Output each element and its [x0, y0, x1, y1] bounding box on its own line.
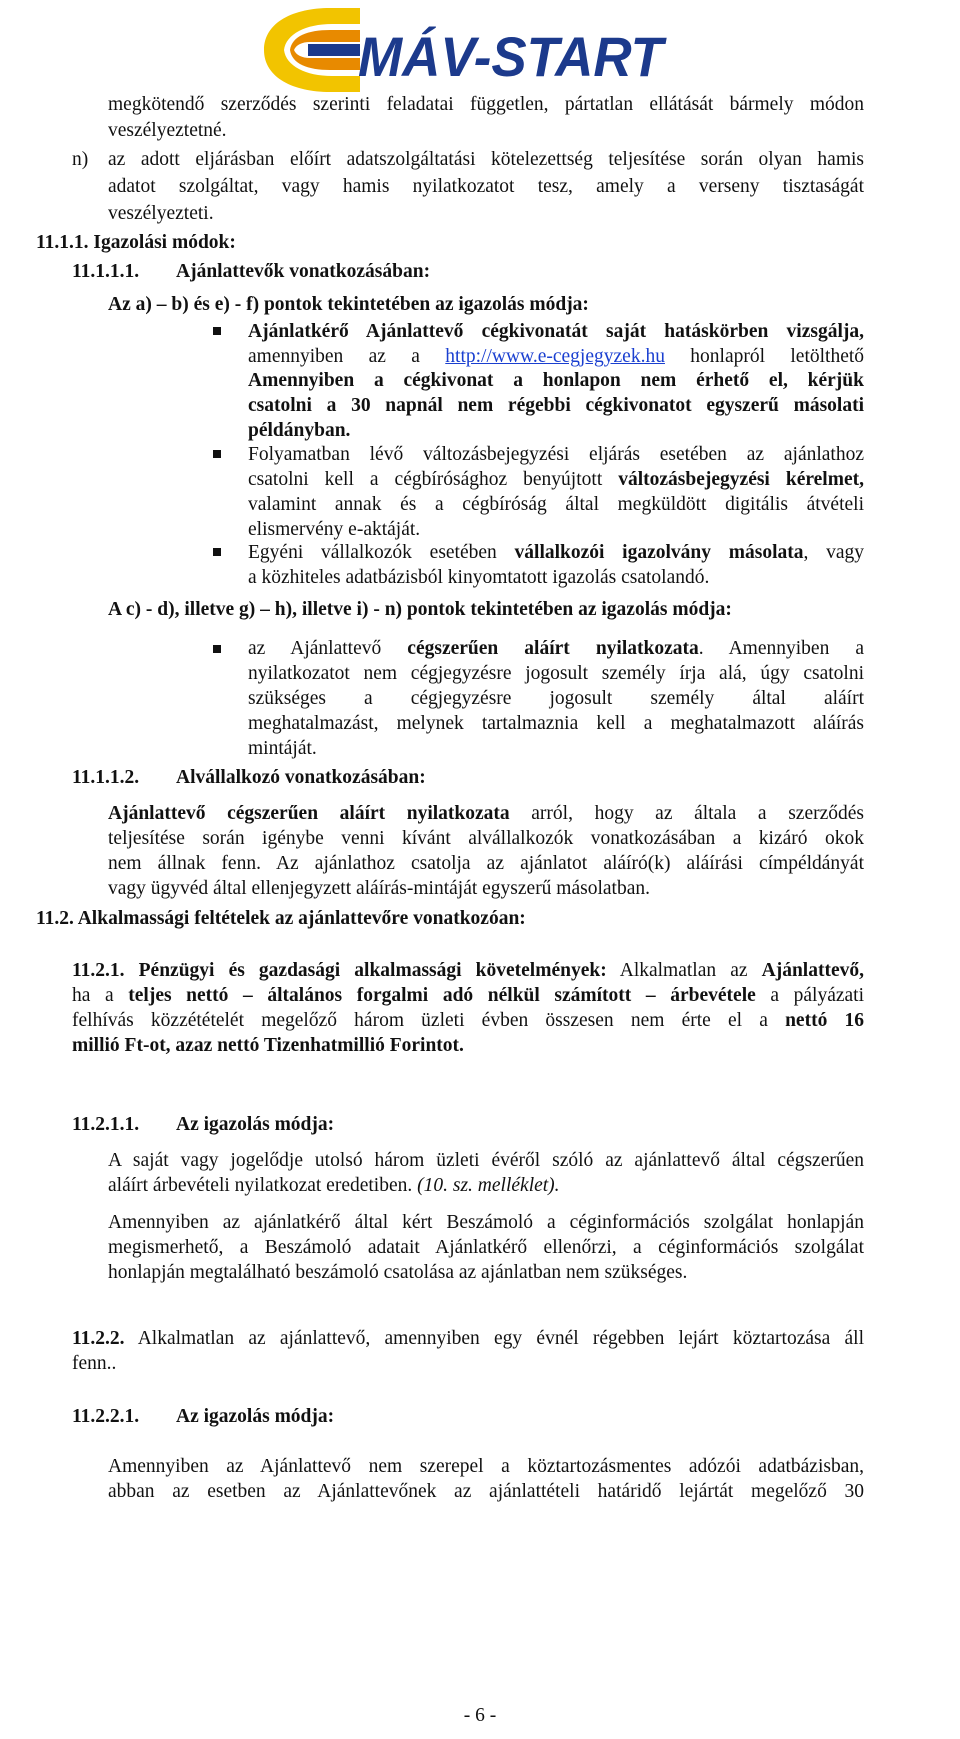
list-label: n): [72, 149, 89, 170]
text-line: honlapján megtalálható beszámoló csatolása az ajánlatban nem szükséges.: [108, 1262, 688, 1283]
page-number: - 6 -: [463, 1705, 497, 1726]
text-line: szükséges a cégjegyzésre jogosult személy által aláírt: [248, 688, 864, 709]
bullet-icon: [213, 327, 221, 335]
paragraph-heading: A c) - d), illetve g) – h), illetve i) - n) pontok tekintetében az igazolás módja:: [108, 599, 732, 620]
text-line: amennyiben az a http://www.e-cegjegyzek.hu honlapról letölthető: [248, 346, 865, 367]
subsection-heading: Az igazolás módja:: [176, 1406, 335, 1427]
text-line: ha a teljes nettó – általános forgalmi adó nélkül számított – árbevétele a pályázati: [72, 985, 865, 1006]
text-line: 11.2.1. Pénzügyi és gazdasági alkalmassági követelmények: Alkalmatlan az Ajánlattevő,: [72, 960, 864, 981]
text-line: mintáját.: [248, 738, 317, 759]
section-heading: 11.2. Alkalmassági feltételek az ajánlattevőre vonatkozóan:: [36, 908, 526, 929]
text-line: teljesítése során igénybe venni kívánt alvállalkozók vonatkozásában a kizáró okok: [108, 828, 864, 849]
text-line: valamint annak és a cégbíróság által megküldött digitális átvételi: [248, 494, 864, 515]
text-line: Amennyiben az ajánlatkérő által kért Beszámoló a céginformációs szolgálat honlapján: [108, 1212, 864, 1233]
text-line: Ajánlattevő cégszerűen aláírt nyilatkozata arról, hogy az általa a szerződés: [108, 803, 864, 824]
text-line: fenn..: [72, 1353, 117, 1374]
subsection-number: 11.2.2.1.: [72, 1406, 140, 1427]
text-line: elismervény e-aktáját.: [248, 519, 421, 540]
text-line: vagy ügyvéd által ellenjegyzett aláírás-mintáját egyszerű másolatban.: [108, 878, 650, 899]
text-line: Egyéni vállalkozók esetében vállalkozói igazolvány másolata, vagy: [248, 542, 865, 563]
bullet-icon: [213, 645, 221, 653]
text-line: Ajánlatkérő Ajánlattevő cégkivonatát saját hatáskörben vizsgálja,: [248, 321, 864, 342]
text-line: az adott eljárásban előírt adatszolgáltatási kötelezettség teljesítése során olyan hamis: [108, 149, 864, 170]
logo-text: MÁV-START: [358, 25, 668, 88]
text-line: aláírt árbevételi nyilatkozat eredetiben. (10. sz. melléklet).: [108, 1175, 560, 1196]
e-cegjegyzek-link[interactable]: http://www.e-cegjegyzek.hu: [445, 346, 665, 367]
text-line: megismerhető, a Beszámoló adatait Ajánlatkérő ellenőrzi, a céginformációs szolgálat: [108, 1237, 864, 1258]
subsection-number: 11.1.1.1.: [72, 261, 140, 282]
subsection-heading: Az igazolás módja:: [176, 1114, 335, 1135]
subsection-number: 11.2.1.1.: [72, 1114, 140, 1135]
text-line: meghatalmazást, melynek tartalmaznia kell a meghatalmazott aláírás: [248, 713, 864, 734]
text-line: nem állnak fenn. Az ajánlathoz csatolja az ajánlatot aláíró(k) aláírási címpéldányát: [108, 853, 864, 874]
text-line: 11.2.2. Alkalmatlan az ajánlattevő, amennyiben egy évnél régebben lejárt köztartozása áll: [72, 1328, 864, 1349]
subsection-number: 11.1.1.2.: [72, 767, 140, 788]
subsection-heading: Ajánlattevők vonatkozásában:: [176, 261, 431, 282]
text-line: Folyamatban lévő változásbejegyzési eljárás esetében az ajánlathoz: [248, 444, 864, 465]
text-line: nyilatkozatot nem cégjegyzésre jogosult személy írja alá, úgy csatolni: [248, 663, 864, 684]
text-line: példányban.: [248, 420, 351, 441]
text-line: Amennyiben a cégkivonat a honlapon nem érhető el, kérjük: [248, 370, 864, 391]
text-line: Amennyiben az Ajánlattevő nem szerepel a köztartozásmentes adózói adatbázisban,: [108, 1456, 864, 1477]
text-line: csatolni kell a cégbírósághoz benyújtott változásbejegyzési kérelmet,: [248, 469, 864, 490]
text-line: megkötendő szerződés szerinti feladatai független, pártatlan ellátását bármely módon: [108, 94, 864, 115]
bullet-icon: [213, 548, 221, 556]
text-line: A saját vagy jogelődje utolsó három üzleti évéről szóló az ajánlattevő által cégszerűen: [108, 1150, 864, 1171]
section-heading: 11.1.1. Igazolási módok:: [36, 232, 236, 253]
paragraph-heading: Az a) – b) és e) - f) pontok tekintetében az igazolás módja:: [108, 294, 589, 315]
text-line: az Ajánlattevő cégszerűen aláírt nyilatkozata. Amennyiben a: [248, 638, 865, 659]
text-line: abban az esetben az Ajánlattevőnek az ajánlattételi határidő lejártát megelőző 30: [108, 1481, 864, 1502]
subsection-heading: Alvállalkozó vonatkozásában:: [176, 767, 426, 788]
mav-start-logo: [250, 4, 670, 96]
text-line: veszélyezteti.: [108, 203, 214, 224]
text-line: millió Ft-ot, azaz nettó Tizenhatmillió Forintot.: [72, 1035, 464, 1056]
text-line: csatolni a 30 napnál nem régebbi cégkivonatot egyszerű másolati: [248, 395, 864, 416]
text-line: a közhiteles adatbázisból kinyomtatott igazolás csatolandó.: [248, 567, 710, 588]
bullet-icon: [213, 450, 221, 458]
text-line: veszélyeztetné.: [108, 120, 227, 141]
text-line: adatot szolgáltat, vagy hamis nyilatkozatot tesz, amely a verseny tisztaságát: [108, 176, 864, 197]
text-line: felhívás közzétételét megelőző három üzleti évben összesen nem érte el a nettó 16: [72, 1010, 864, 1031]
